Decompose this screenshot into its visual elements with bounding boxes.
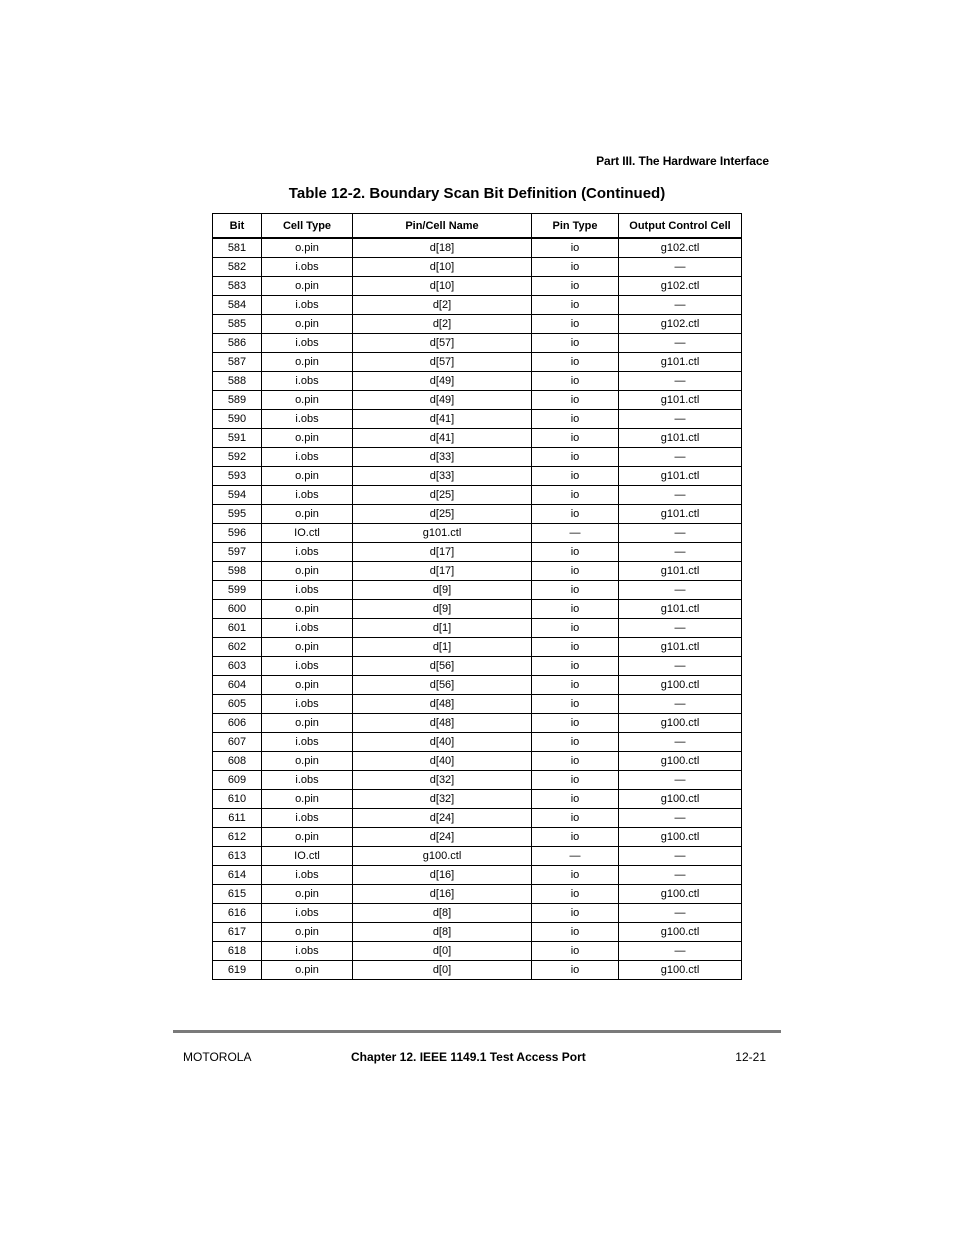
- cell-output-control: g100.ctl: [619, 961, 742, 980]
- cell-output-control: g102.ctl: [619, 277, 742, 296]
- cell-output-control: g102.ctl: [619, 315, 742, 334]
- cell-bit: 586: [213, 334, 262, 353]
- cell-pin-name: d[24]: [353, 828, 532, 847]
- cell-pin-name: d[8]: [353, 923, 532, 942]
- table-row: [213, 695, 742, 714]
- cell-output-control: —: [619, 410, 742, 429]
- cell-pin-type: io: [532, 581, 619, 600]
- cell-pin-name: d[10]: [353, 277, 532, 296]
- cell-bit: 606: [213, 714, 262, 733]
- table-row: [213, 277, 742, 296]
- cell-type: i.obs: [262, 448, 353, 467]
- cell-output-control: g101.ctl: [619, 638, 742, 657]
- cell-pin-type: io: [532, 657, 619, 676]
- table-row: [213, 600, 742, 619]
- cell-pin-type: io: [532, 429, 619, 448]
- cell-pin-name: g101.ctl: [353, 524, 532, 543]
- cell-output-control: —: [619, 486, 742, 505]
- cell-pin-type: —: [532, 847, 619, 866]
- cell-bit: 602: [213, 638, 262, 657]
- table-header-row: [213, 214, 742, 239]
- cell-output-control: —: [619, 581, 742, 600]
- cell-bit: 608: [213, 752, 262, 771]
- cell-pin-name: d[49]: [353, 372, 532, 391]
- cell-bit: 582: [213, 258, 262, 277]
- cell-output-control: g100.ctl: [619, 828, 742, 847]
- cell-type: o.pin: [262, 638, 353, 657]
- cell-bit: 610: [213, 790, 262, 809]
- cell-output-control: —: [619, 771, 742, 790]
- cell-bit: 592: [213, 448, 262, 467]
- cell-bit: 616: [213, 904, 262, 923]
- cell-type: o.pin: [262, 467, 353, 486]
- cell-type: o.pin: [262, 961, 353, 980]
- cell-pin-type: io: [532, 752, 619, 771]
- column-header-output-control-cell: Output Control Cell: [619, 214, 742, 239]
- cell-output-control: g101.ctl: [619, 429, 742, 448]
- column-header-cell-type: Cell Type: [262, 214, 353, 239]
- table-row: [213, 448, 742, 467]
- cell-bit: 597: [213, 543, 262, 562]
- cell-bit: 590: [213, 410, 262, 429]
- cell-pin-name: d[0]: [353, 961, 532, 980]
- cell-output-control: —: [619, 258, 742, 277]
- cell-output-control: —: [619, 733, 742, 752]
- cell-type: i.obs: [262, 733, 353, 752]
- cell-pin-name: d[1]: [353, 619, 532, 638]
- cell-pin-type: io: [532, 828, 619, 847]
- cell-output-control: —: [619, 296, 742, 315]
- cell-pin-name: d[2]: [353, 296, 532, 315]
- footer-rule: [173, 1030, 781, 1033]
- cell-pin-name: d[9]: [353, 600, 532, 619]
- cell-output-control: g100.ctl: [619, 790, 742, 809]
- cell-bit: 604: [213, 676, 262, 695]
- cell-type: o.pin: [262, 429, 353, 448]
- cell-pin-type: io: [532, 315, 619, 334]
- cell-output-control: g101.ctl: [619, 467, 742, 486]
- table-row: [213, 581, 742, 600]
- table-row: [213, 524, 742, 543]
- cell-output-control: —: [619, 847, 742, 866]
- cell-type: o.pin: [262, 714, 353, 733]
- cell-output-control: g100.ctl: [619, 752, 742, 771]
- cell-pin-type: io: [532, 448, 619, 467]
- column-header-pin-type: Pin Type: [532, 214, 619, 239]
- cell-pin-type: io: [532, 486, 619, 505]
- cell-type: i.obs: [262, 695, 353, 714]
- table-row: [213, 714, 742, 733]
- cell-bit: 601: [213, 619, 262, 638]
- cell-pin-name: d[16]: [353, 866, 532, 885]
- cell-pin-name: d[48]: [353, 714, 532, 733]
- cell-bit: 599: [213, 581, 262, 600]
- cell-pin-name: d[17]: [353, 562, 532, 581]
- cell-pin-name: g100.ctl: [353, 847, 532, 866]
- cell-pin-type: io: [532, 771, 619, 790]
- cell-type: i.obs: [262, 258, 353, 277]
- cell-pin-name: d[40]: [353, 733, 532, 752]
- cell-output-control: g102.ctl: [619, 238, 742, 258]
- cell-type: i.obs: [262, 771, 353, 790]
- cell-bit: 589: [213, 391, 262, 410]
- cell-bit: 596: [213, 524, 262, 543]
- cell-pin-type: io: [532, 277, 619, 296]
- cell-output-control: g100.ctl: [619, 923, 742, 942]
- cell-pin-type: io: [532, 353, 619, 372]
- table-row: [213, 733, 742, 752]
- cell-output-control: —: [619, 524, 742, 543]
- cell-pin-name: d[32]: [353, 790, 532, 809]
- cell-type: o.pin: [262, 277, 353, 296]
- cell-type: o.pin: [262, 315, 353, 334]
- cell-bit: 593: [213, 467, 262, 486]
- table-row: [213, 904, 742, 923]
- cell-pin-name: d[48]: [353, 695, 532, 714]
- table-row: [213, 543, 742, 562]
- footer-publisher: MOTOROLA: [183, 1050, 252, 1064]
- table-row: [213, 619, 742, 638]
- running-head: Part III. The Hardware Interface: [596, 154, 769, 168]
- cell-type: o.pin: [262, 353, 353, 372]
- cell-bit: 612: [213, 828, 262, 847]
- cell-pin-type: —: [532, 524, 619, 543]
- cell-type: o.pin: [262, 676, 353, 695]
- cell-pin-type: io: [532, 410, 619, 429]
- cell-type: i.obs: [262, 334, 353, 353]
- cell-pin-name: d[24]: [353, 809, 532, 828]
- cell-output-control: —: [619, 657, 742, 676]
- cell-output-control: —: [619, 619, 742, 638]
- table-row: [213, 372, 742, 391]
- cell-bit: 611: [213, 809, 262, 828]
- cell-pin-name: d[33]: [353, 467, 532, 486]
- cell-type: o.pin: [262, 752, 353, 771]
- cell-bit: 595: [213, 505, 262, 524]
- cell-type: i.obs: [262, 543, 353, 562]
- cell-pin-type: io: [532, 942, 619, 961]
- cell-bit: 594: [213, 486, 262, 505]
- cell-output-control: g101.ctl: [619, 562, 742, 581]
- cell-output-control: g101.ctl: [619, 600, 742, 619]
- cell-type: i.obs: [262, 942, 353, 961]
- cell-pin-name: d[40]: [353, 752, 532, 771]
- cell-bit: 584: [213, 296, 262, 315]
- cell-pin-type: io: [532, 790, 619, 809]
- table-row: [213, 505, 742, 524]
- table-row: [213, 410, 742, 429]
- cell-pin-name: d[18]: [353, 238, 532, 258]
- cell-pin-name: d[25]: [353, 486, 532, 505]
- cell-type: o.pin: [262, 790, 353, 809]
- cell-output-control: g100.ctl: [619, 885, 742, 904]
- table-row: [213, 942, 742, 961]
- cell-bit: 598: [213, 562, 262, 581]
- cell-bit: 618: [213, 942, 262, 961]
- table-row: [213, 657, 742, 676]
- cell-output-control: g101.ctl: [619, 353, 742, 372]
- table-row: [213, 315, 742, 334]
- cell-pin-type: io: [532, 638, 619, 657]
- cell-pin-name: d[56]: [353, 676, 532, 695]
- cell-type: o.pin: [262, 600, 353, 619]
- table-row: [213, 391, 742, 410]
- footer-page-number: 12-21: [735, 1050, 766, 1064]
- cell-pin-type: io: [532, 961, 619, 980]
- cell-pin-type: io: [532, 238, 619, 258]
- cell-pin-name: d[57]: [353, 353, 532, 372]
- cell-pin-type: io: [532, 334, 619, 353]
- footer-chapter-title: Chapter 12. IEEE 1149.1 Test Access Port: [351, 1050, 586, 1064]
- cell-output-control: —: [619, 543, 742, 562]
- cell-type: IO.ctl: [262, 524, 353, 543]
- cell-bit: 609: [213, 771, 262, 790]
- cell-pin-name: d[25]: [353, 505, 532, 524]
- cell-bit: 614: [213, 866, 262, 885]
- cell-output-control: —: [619, 866, 742, 885]
- cell-bit: 615: [213, 885, 262, 904]
- cell-pin-name: d[9]: [353, 581, 532, 600]
- cell-bit: 605: [213, 695, 262, 714]
- table-row: [213, 429, 742, 448]
- boundary-scan-table: [212, 213, 742, 980]
- cell-pin-type: io: [532, 543, 619, 562]
- cell-type: IO.ctl: [262, 847, 353, 866]
- cell-bit: 607: [213, 733, 262, 752]
- cell-pin-name: d[56]: [353, 657, 532, 676]
- cell-type: i.obs: [262, 657, 353, 676]
- cell-pin-type: io: [532, 714, 619, 733]
- cell-pin-name: d[41]: [353, 410, 532, 429]
- cell-output-control: —: [619, 448, 742, 467]
- cell-bit: 581: [213, 238, 262, 258]
- table-row: [213, 809, 742, 828]
- cell-pin-type: io: [532, 391, 619, 410]
- cell-type: o.pin: [262, 505, 353, 524]
- table-row: [213, 334, 742, 353]
- cell-output-control: —: [619, 334, 742, 353]
- cell-type: i.obs: [262, 619, 353, 638]
- cell-bit: 587: [213, 353, 262, 372]
- cell-pin-name: d[10]: [353, 258, 532, 277]
- cell-pin-name: d[49]: [353, 391, 532, 410]
- table-row: [213, 923, 742, 942]
- table-row: [213, 486, 742, 505]
- table-row: [213, 885, 742, 904]
- cell-output-control: —: [619, 904, 742, 923]
- column-header-bit: Bit: [213, 214, 262, 239]
- cell-pin-type: io: [532, 600, 619, 619]
- cell-type: i.obs: [262, 866, 353, 885]
- cell-type: o.pin: [262, 391, 353, 410]
- table-row: [213, 676, 742, 695]
- cell-output-control: g100.ctl: [619, 714, 742, 733]
- cell-type: i.obs: [262, 904, 353, 923]
- cell-pin-type: io: [532, 904, 619, 923]
- cell-type: i.obs: [262, 372, 353, 391]
- table-title: Table 12-2. Boundary Scan Bit Definition (Continued): [288, 185, 666, 202]
- table-row: [213, 238, 742, 258]
- cell-pin-type: io: [532, 866, 619, 885]
- cell-type: o.pin: [262, 885, 353, 904]
- cell-type: o.pin: [262, 562, 353, 581]
- cell-pin-name: d[32]: [353, 771, 532, 790]
- cell-pin-type: io: [532, 467, 619, 486]
- cell-bit: 591: [213, 429, 262, 448]
- table-body: [213, 238, 742, 980]
- cell-type: o.pin: [262, 238, 353, 258]
- cell-pin-type: io: [532, 733, 619, 752]
- cell-bit: 585: [213, 315, 262, 334]
- cell-type: i.obs: [262, 581, 353, 600]
- cell-bit: 588: [213, 372, 262, 391]
- cell-bit: 583: [213, 277, 262, 296]
- cell-pin-type: io: [532, 296, 619, 315]
- cell-pin-name: d[0]: [353, 942, 532, 961]
- table-row: [213, 828, 742, 847]
- cell-type: o.pin: [262, 828, 353, 847]
- cell-pin-type: io: [532, 885, 619, 904]
- cell-type: i.obs: [262, 296, 353, 315]
- cell-bit: 613: [213, 847, 262, 866]
- table-row: [213, 847, 742, 866]
- cell-pin-type: io: [532, 809, 619, 828]
- cell-output-control: —: [619, 695, 742, 714]
- cell-pin-name: d[41]: [353, 429, 532, 448]
- cell-pin-type: io: [532, 562, 619, 581]
- cell-pin-name: d[33]: [353, 448, 532, 467]
- cell-output-control: g101.ctl: [619, 505, 742, 524]
- cell-pin-name: d[1]: [353, 638, 532, 657]
- table-row: [213, 296, 742, 315]
- cell-bit: 603: [213, 657, 262, 676]
- cell-pin-type: io: [532, 676, 619, 695]
- cell-pin-type: io: [532, 619, 619, 638]
- table-row: [213, 562, 742, 581]
- cell-bit: 619: [213, 961, 262, 980]
- cell-bit: 600: [213, 600, 262, 619]
- cell-pin-type: io: [532, 505, 619, 524]
- cell-type: i.obs: [262, 809, 353, 828]
- cell-bit: 617: [213, 923, 262, 942]
- cell-pin-name: d[8]: [353, 904, 532, 923]
- cell-output-control: —: [619, 372, 742, 391]
- table-row: [213, 961, 742, 980]
- cell-pin-name: d[2]: [353, 315, 532, 334]
- cell-pin-type: io: [532, 923, 619, 942]
- table-row: [213, 258, 742, 277]
- column-header-pin-cell-name: Pin/Cell Name: [353, 214, 532, 239]
- cell-type: o.pin: [262, 923, 353, 942]
- table-row: [213, 353, 742, 372]
- cell-output-control: g101.ctl: [619, 391, 742, 410]
- cell-pin-type: io: [532, 258, 619, 277]
- table-row: [213, 790, 742, 809]
- cell-output-control: g100.ctl: [619, 676, 742, 695]
- cell-type: i.obs: [262, 486, 353, 505]
- table-row: [213, 752, 742, 771]
- cell-pin-name: d[16]: [353, 885, 532, 904]
- cell-type: i.obs: [262, 410, 353, 429]
- table-row: [213, 866, 742, 885]
- table-row: [213, 638, 742, 657]
- cell-output-control: —: [619, 942, 742, 961]
- cell-pin-type: io: [532, 372, 619, 391]
- table-row: [213, 771, 742, 790]
- cell-pin-name: d[57]: [353, 334, 532, 353]
- cell-pin-type: io: [532, 695, 619, 714]
- table-row: [213, 467, 742, 486]
- cell-output-control: —: [619, 809, 742, 828]
- cell-pin-name: d[17]: [353, 543, 532, 562]
